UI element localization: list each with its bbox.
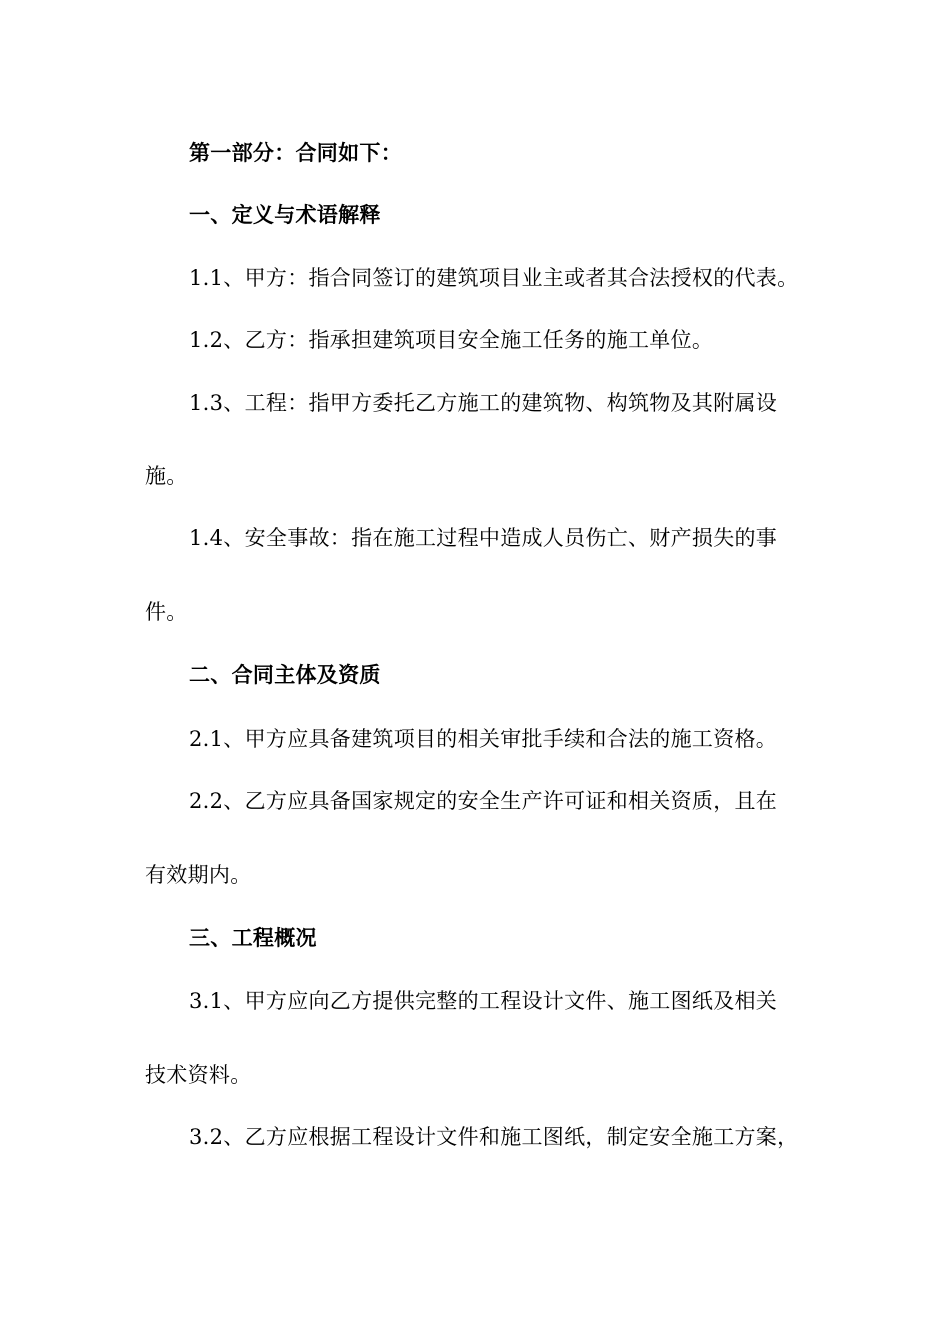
section-heading-1: 一、定义与术语解释 — [189, 203, 381, 227]
paragraph-1-3-line-1: 1.3、工程：指甲方委托乙方施工的建筑物、构筑物及其附属设 — [189, 391, 778, 415]
paragraph-3-1-line-1: 3.1、甲方应向乙方提供完整的工程设计文件、施工图纸及相关 — [189, 989, 778, 1013]
paragraph-1-1: 1.1、甲方：指合同签订的建筑项目业主或者其合法授权的代表。 — [189, 266, 799, 290]
part-heading: 第一部分：合同如下： — [189, 141, 402, 165]
paragraph-3-2-line-1: 3.2、乙方应根据工程设计文件和施工图纸，制定安全施工方案， — [189, 1125, 799, 1149]
paragraph-3-1-line-2: 技术资料。 — [145, 1063, 252, 1087]
paragraph-1-2: 1.2、乙方：指承担建筑项目安全施工任务的施工单位。 — [189, 328, 714, 352]
section-heading-2: 二、合同主体及资质 — [189, 663, 381, 687]
paragraph-2-2-line-2: 有效期内。 — [145, 863, 252, 887]
section-heading-3: 三、工程概况 — [189, 926, 317, 950]
paragraph-2-2-line-1: 2.2、乙方应具备国家规定的安全生产许可证和相关资质，且在 — [189, 789, 778, 813]
paragraph-1-4-line-2: 件。 — [145, 600, 188, 624]
paragraph-1-3-line-2: 施。 — [145, 464, 188, 488]
paragraph-2-1: 2.1、甲方应具备建筑项目的相关审批手续和合法的施工资格。 — [189, 727, 778, 751]
paragraph-1-4-line-1: 1.4、安全事故：指在施工过程中造成人员伤亡、财产损失的事 — [189, 526, 778, 550]
